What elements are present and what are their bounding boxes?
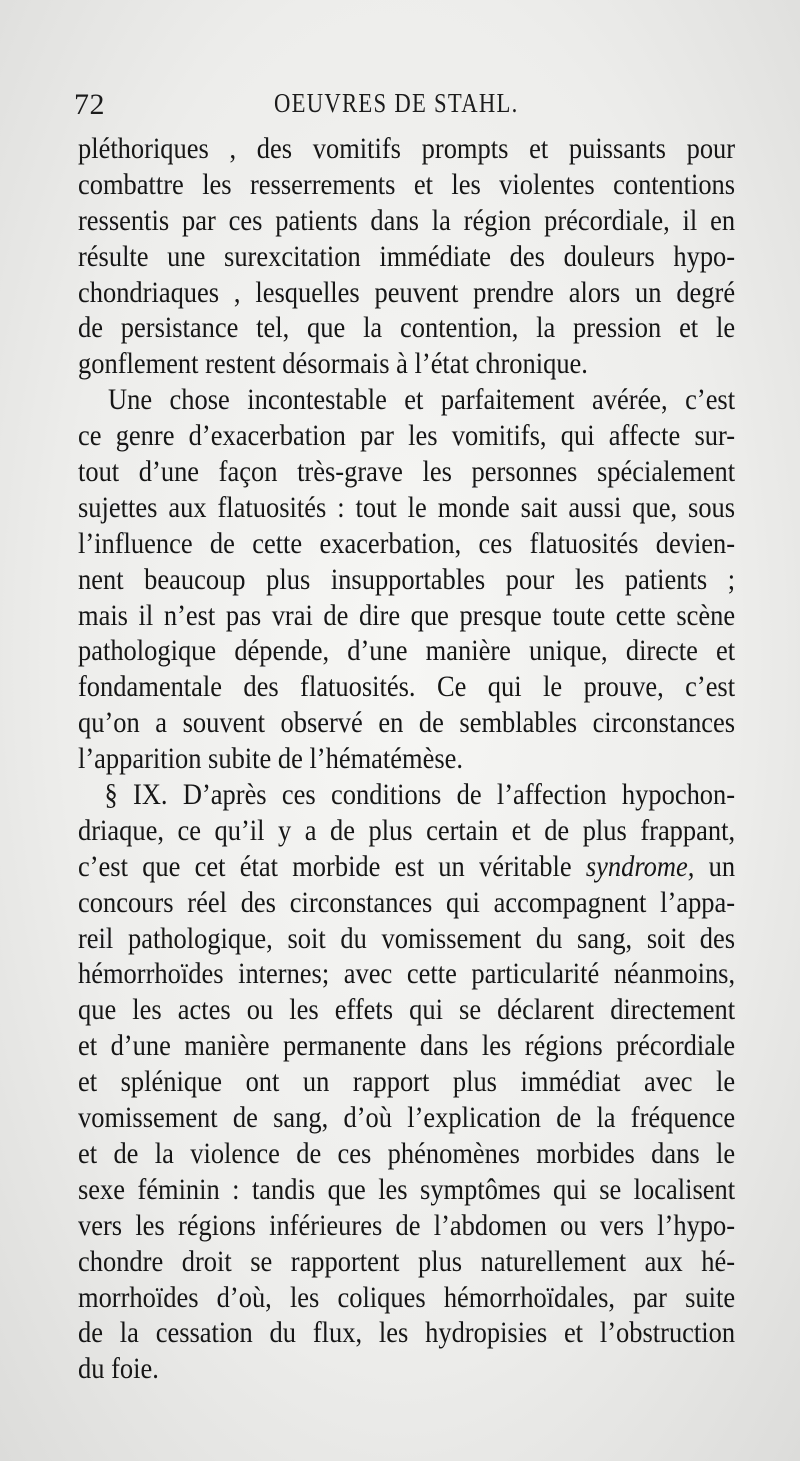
text-line: concours réel des circonstances qui accompagnent l’appa- [78, 885, 736, 919]
text-line: l’apparition subite de l’hématémèse. [78, 742, 464, 776]
text-line: chondriaques , lesquelles peuvent prendre alors un degré [78, 275, 736, 309]
text-line: tout d’une façon très-grave les personnes spécialement [78, 455, 736, 489]
page-number: 72 [74, 88, 105, 121]
text-line: l’influence de cette exacerbation, ces flatuosités devien- [78, 526, 736, 560]
text-line-with-italic [78, 849, 735, 885]
italic-term: syndrome, [585, 849, 695, 883]
text-line: vers les régions inférieures de l’abdomen ou vers l’hypo- [78, 1208, 736, 1242]
text-line: gonflement restent désormais à l’état chronique. [78, 347, 588, 381]
text-line: combattre les resserrements et les violentes contentions [78, 167, 736, 201]
section-heading-line: § IX. D’après ces conditions de l’affection hypochon- [104, 778, 736, 812]
text-line: et splénique ont un rapport plus immédiat avec le [78, 1065, 736, 1099]
text-line: chondre droit se rapportent plus naturellement aux hé- [78, 1244, 736, 1278]
text-line: morrhoïdes d’où, les coliques hémorrhoïdales, par suite [78, 1280, 736, 1314]
text-line: du foie. [78, 1352, 159, 1386]
text-line: reil pathologique, soit du vomissement du sang, soit des [78, 921, 736, 955]
running-head: OEUVRES DE STAHL. [274, 88, 519, 118]
text-fragment: un [694, 849, 736, 883]
text-line: fondamentale des flatuosités. Ce qui le prouve, c’est [78, 670, 736, 704]
text-line: pathologique dépende, d’une manière unique, directe et [78, 634, 736, 668]
text-line: qu’on a souvent observé en de semblables circonstances [78, 706, 736, 740]
text-line: ressentis par ces patients dans la région précordiale, il en [78, 203, 736, 237]
text-line: driaque, ce qu’il y a de plus certain et de plus frappant, [78, 813, 736, 847]
text-line: mais il n’est pas vrai de dire que presque toute cette scène [78, 598, 736, 632]
text-line: et de la violence de ces phénomènes morbides dans le [78, 1136, 736, 1170]
text-line: sexe féminin : tandis que les symptômes qui se localisent [78, 1172, 736, 1206]
text-line: résulte une surexcitation immédiate des douleurs hypo- [78, 239, 736, 273]
text-line: ce genre d’exacerbation par les vomitifs, qui affecte sur- [78, 419, 736, 453]
text-line: de persistance tel, que la contention, la pression et le [78, 311, 736, 345]
page-header [74, 88, 734, 128]
text-line: sujettes aux flatuosités : tout le monde sait aussi que, sous [78, 490, 736, 524]
text-line: vomissement de sang, d’où l’explication de la fréquence [78, 1101, 736, 1135]
text-line: hémorrhoïdes internes; avec cette particularité néanmoins, [78, 957, 736, 991]
text-line: et d’une manière permanente dans les régions précordiale [78, 1029, 736, 1063]
text-line: nent beaucoup plus insupportables pour les patients ; [78, 562, 736, 596]
text-line: que les actes ou les effets qui se déclarent directement [78, 993, 736, 1027]
text-fragment: c’est que cet état morbide est un véritable [78, 849, 586, 883]
text-line: pléthoriques , des vomitifs prompts et puissants pour [78, 132, 736, 165]
body-text [78, 131, 735, 1387]
text-line: de la cessation du flux, les hydropisies et l’obstruction [78, 1316, 736, 1350]
text-line: Une chose incontestable et parfaitement avérée, c’est [107, 383, 736, 417]
